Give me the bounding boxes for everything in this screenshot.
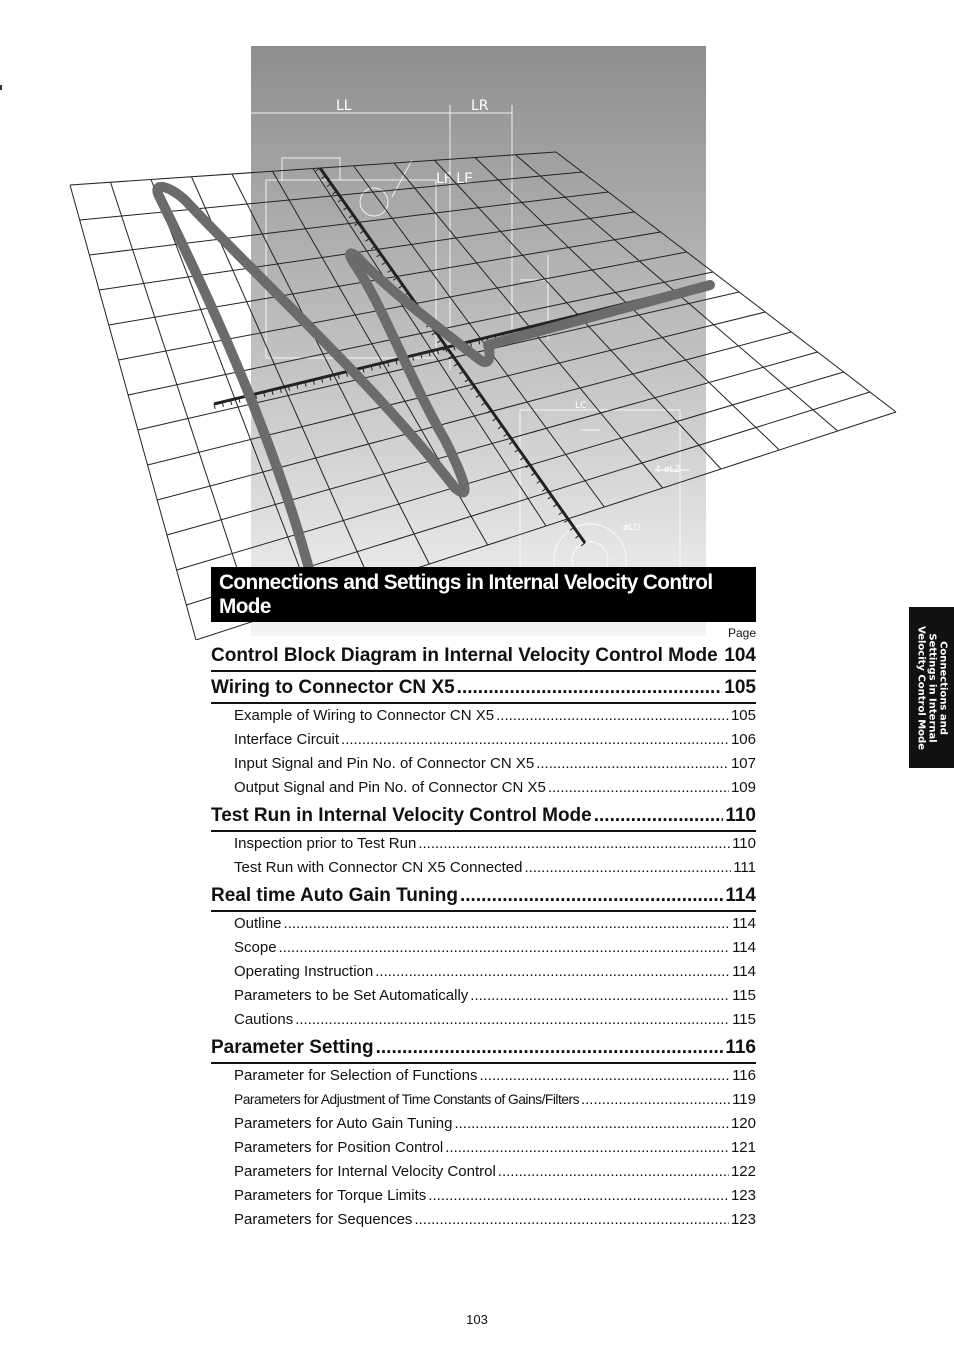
toc-entry-title: Parameters for Auto Gain Tuning — [234, 1115, 453, 1132]
toc-entry[interactable] — [234, 1008, 756, 1032]
toc-entry[interactable] — [234, 936, 756, 960]
toc-entry-page: 114 — [732, 963, 756, 980]
toc-entry-title: Parameters for Sequences — [234, 1211, 413, 1228]
toc-section — [211, 1032, 756, 1232]
toc-entry-list — [211, 832, 756, 880]
toc-section-page: 114 — [725, 885, 756, 906]
toc-entry-title: Outline — [234, 915, 282, 932]
toc-entry-page: 114 — [732, 915, 756, 932]
toc-entry[interactable] — [234, 1160, 756, 1184]
dim-label-lf-le: LF LE — [436, 171, 473, 187]
toc-leader-dots — [414, 1208, 729, 1232]
toc-leader-dots — [295, 1008, 730, 1032]
toc-entry[interactable] — [234, 1184, 756, 1208]
toc-section-heading[interactable] — [211, 672, 756, 704]
toc-entry-title: Parameters to be Set Automatically — [234, 987, 469, 1004]
toc-entry[interactable] — [234, 960, 756, 984]
toc-leader-dots — [457, 672, 723, 704]
toc-entry-page: 122 — [730, 1163, 756, 1180]
page-number: 103 — [466, 1312, 488, 1327]
toc-leader-dots — [279, 936, 731, 960]
toc-leader-dots — [460, 880, 723, 912]
toc-entry-title: Interface Circuit — [234, 731, 340, 748]
toc-entry[interactable] — [234, 704, 756, 728]
toc-entry-title: Inspection prior to Test Run — [234, 835, 417, 852]
toc-section-page: 110 — [725, 805, 756, 826]
toc-section-title: Parameter Setting — [211, 1037, 374, 1058]
toc-entry-title: Cautions — [234, 1011, 294, 1028]
toc-section-title: Control Block Diagram in Internal Velocity Control Mode — [211, 645, 718, 666]
toc-section-title: Real time Auto Gain Tuning — [211, 885, 458, 906]
toc-entry-page: 116 — [732, 1067, 756, 1084]
toc-entry-page: 105 — [730, 707, 756, 724]
toc-leader-dots — [581, 1088, 730, 1112]
toc-entry[interactable] — [234, 752, 756, 776]
toc-entry-page: 123 — [730, 1187, 756, 1204]
toc-entry-page: 109 — [730, 779, 756, 796]
toc-entry[interactable] — [234, 776, 756, 800]
page-column-header: Page — [727, 626, 756, 640]
toc-entry-page: 111 — [733, 859, 756, 876]
dim-label-lz: 4-øLZ — [655, 465, 681, 475]
toc-entry-page: 119 — [732, 1091, 756, 1108]
toc-entry[interactable] — [234, 728, 756, 752]
toc-section-title: Test Run in Internal Velocity Control Mode — [211, 805, 592, 826]
toc-leader-dots — [428, 1184, 729, 1208]
toc-leader-dots — [496, 704, 729, 728]
toc-entry-title: Parameters for Internal Velocity Control — [234, 1163, 496, 1180]
section-title: Connections and Settings in Internal Velocity Control Mode — [219, 570, 713, 618]
toc-entry-page: 114 — [732, 939, 756, 956]
toc-entry-list — [211, 1064, 756, 1232]
toc-entry-title: Parameters for Position Control — [234, 1139, 444, 1156]
toc-section — [211, 880, 756, 1032]
dim-label-lr: LR — [471, 98, 489, 114]
toc-entry-page: 123 — [730, 1211, 756, 1228]
toc-entry-title: Output Signal and Pin No. of Connector CN X5 — [234, 779, 546, 796]
toc-section — [211, 800, 756, 880]
dim-label-ll: LL — [336, 98, 352, 114]
toc-entry-title: Example of Wiring to Connector CN X5 — [234, 707, 495, 724]
toc-leader-dots — [470, 984, 730, 1008]
toc-entry-title: Scope — [234, 939, 277, 956]
toc-entry-list — [211, 704, 756, 800]
table-of-contents — [211, 640, 756, 1232]
toc-leader-dots — [536, 752, 729, 776]
toc-entry-title: Test Run with Connector CN X5 Connected — [234, 859, 523, 876]
section-title-banner — [211, 567, 756, 622]
toc-entry-title: Parameters for Adjustment of Time Constants of Gains/Filters — [234, 1092, 579, 1107]
toc-entry-title: Operating Instruction — [234, 963, 374, 980]
dim-label-lc: LC — [575, 401, 587, 411]
toc-entry-list — [211, 912, 756, 1032]
toc-entry-title: Input Signal and Pin No. of Connector CN X5 — [234, 755, 535, 772]
toc-leader-dots — [445, 1136, 729, 1160]
chapter-side-tab[interactable] — [909, 607, 954, 768]
toc-entry-page: 110 — [732, 835, 756, 852]
toc-entry-title: Parameter for Selection of Functions — [234, 1067, 478, 1084]
grid-line-depth — [70, 185, 196, 640]
toc-section-page: 104 — [724, 645, 756, 666]
toc-leader-dots — [524, 856, 731, 880]
toc-section-page: 116 — [725, 1037, 756, 1058]
toc-entry[interactable] — [234, 1112, 756, 1136]
toc-section-heading[interactable] — [211, 640, 756, 672]
toc-entry[interactable] — [234, 1136, 756, 1160]
toc-entry[interactable] — [234, 1064, 756, 1088]
toc-entry-page: 121 — [730, 1139, 756, 1156]
toc-entry[interactable] — [234, 1208, 756, 1232]
toc-leader-dots — [375, 960, 730, 984]
toc-entry-page: 107 — [730, 755, 756, 772]
toc-leader-dots — [418, 832, 730, 856]
toc-section-heading[interactable] — [211, 800, 756, 832]
toc-leader-dots — [479, 1064, 730, 1088]
toc-entry-page: 115 — [732, 1011, 756, 1028]
dim-label-ld: øLD — [623, 523, 641, 533]
toc-leader-dots — [548, 776, 729, 800]
toc-entry-page: 115 — [732, 987, 756, 1004]
toc-leader-dots — [284, 912, 731, 936]
cover-illustration — [0, 0, 954, 640]
toc-section-heading[interactable] — [211, 880, 756, 912]
toc-entry[interactable] — [234, 984, 756, 1008]
toc-leader-dots — [341, 728, 729, 752]
toc-entry[interactable] — [234, 856, 756, 880]
toc-section — [211, 672, 756, 800]
toc-leader-dots — [376, 1032, 724, 1064]
toc-section-title: Wiring to Connector CN X5 — [211, 677, 455, 698]
toc-leader-dots — [498, 1160, 729, 1184]
toc-entry[interactable] — [234, 832, 756, 856]
chapter-side-tab-label: Connections and Settings in Internal Velocity Control Mode — [915, 625, 948, 750]
toc-leader-dots — [594, 800, 724, 832]
toc-leader-dots — [454, 1112, 729, 1136]
toc-entry[interactable] — [234, 1088, 756, 1112]
toc-section — [211, 640, 756, 672]
toc-entry-page: 120 — [730, 1115, 756, 1132]
toc-section-page: 105 — [724, 677, 756, 698]
toc-entry[interactable] — [234, 912, 756, 936]
toc-entry-title: Parameters for Torque Limits — [234, 1187, 427, 1204]
toc-entry-page: 106 — [730, 731, 756, 748]
toc-section-heading[interactable] — [211, 1032, 756, 1064]
